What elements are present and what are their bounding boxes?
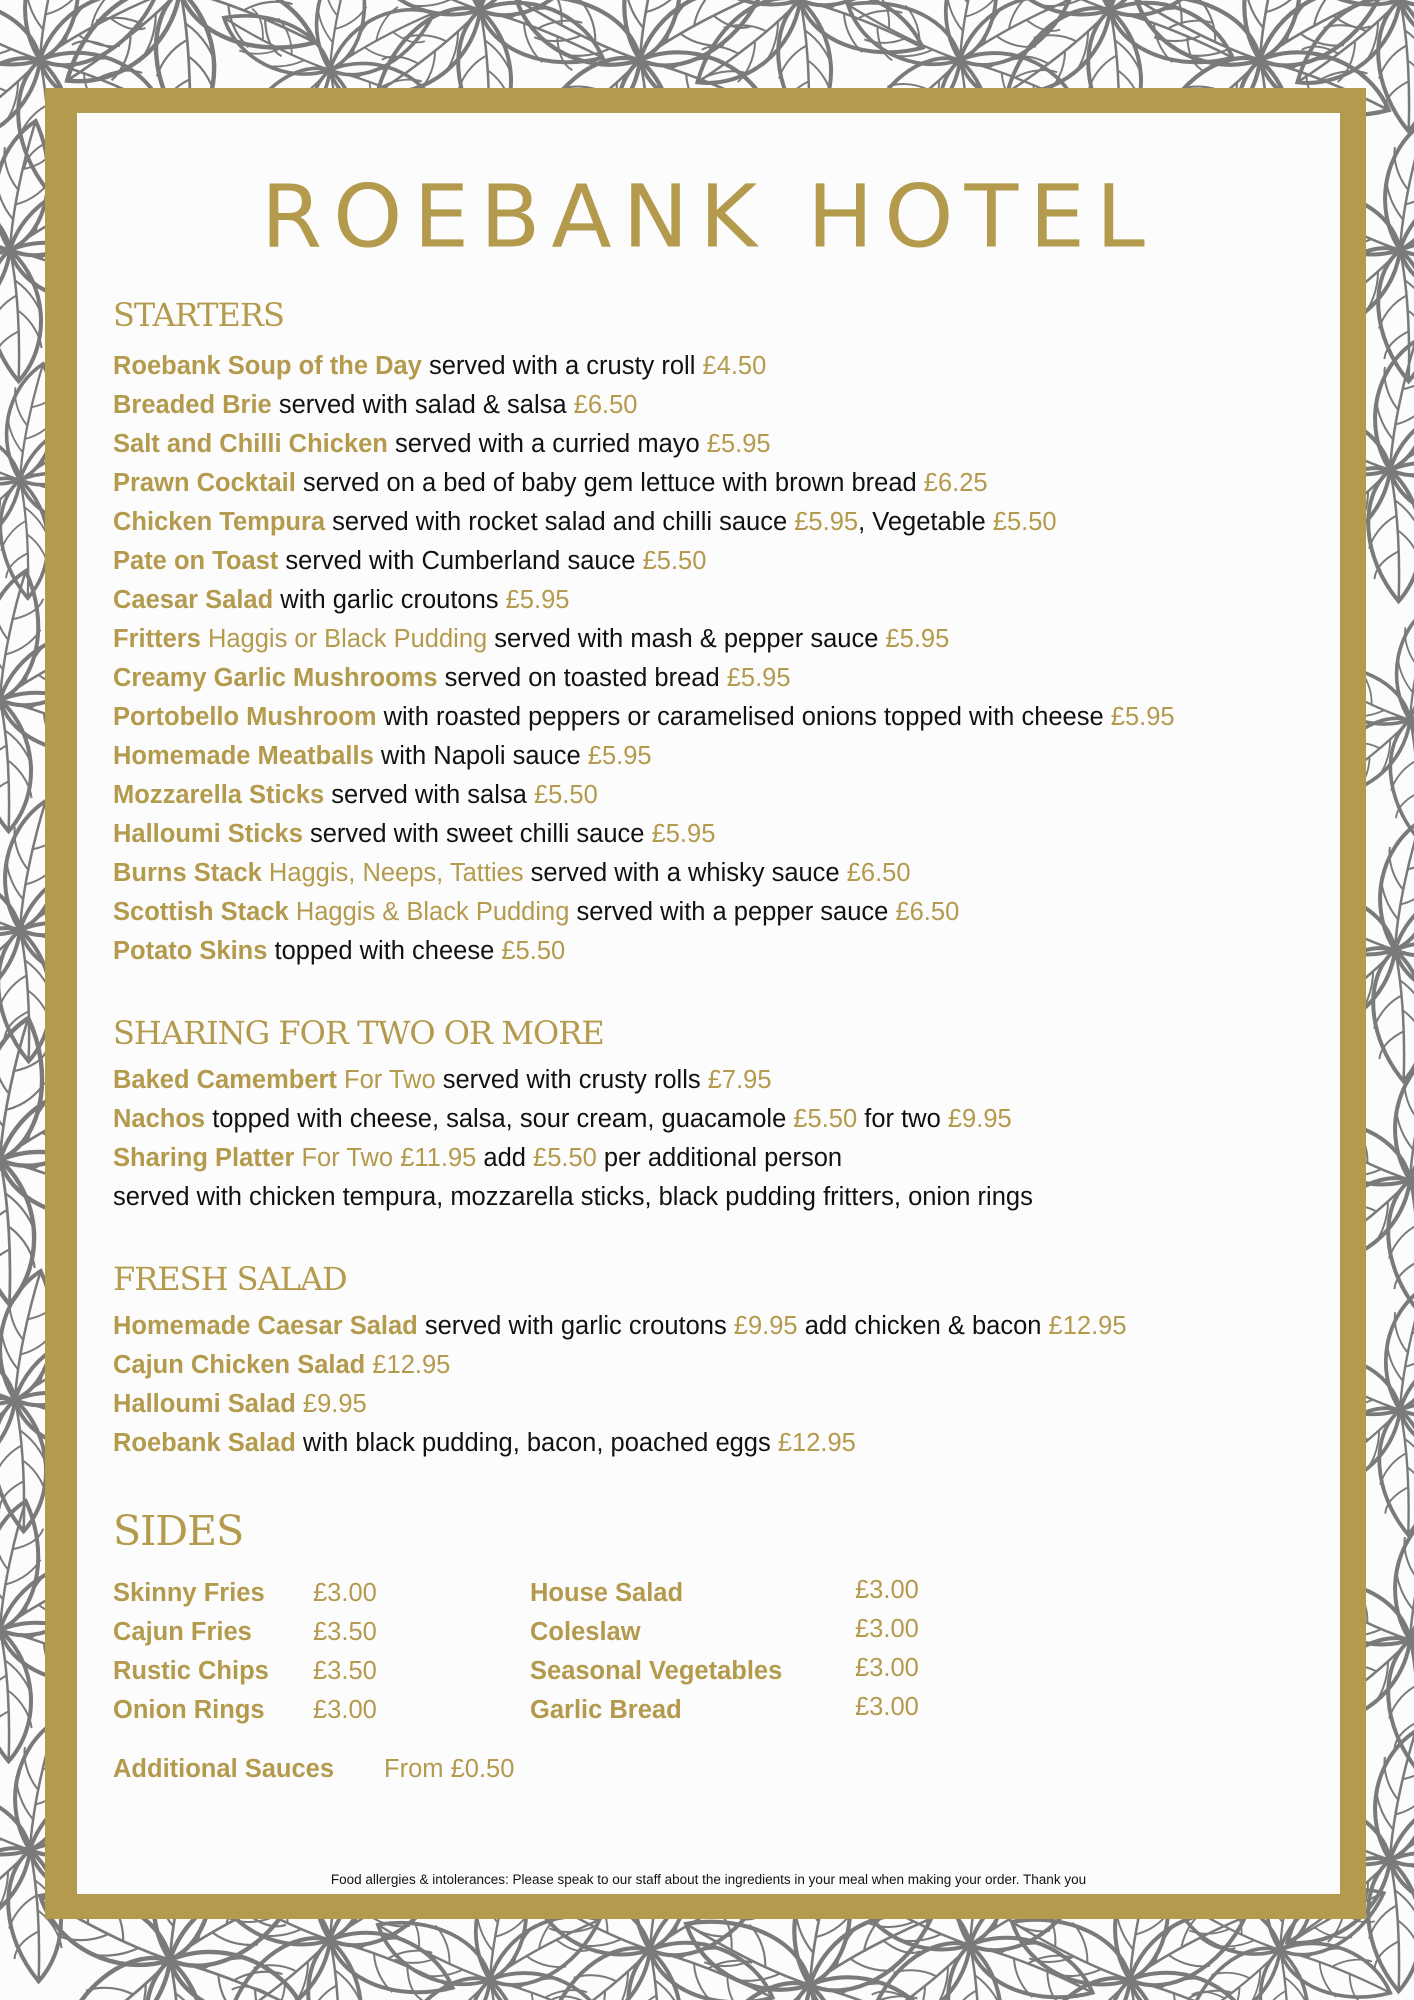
item-name: Salt and Chilli Chicken <box>113 430 388 458</box>
item-desc: served with salad & salsa <box>271 391 574 419</box>
item-price: £6.50 <box>573 391 638 419</box>
menu-item <box>113 780 598 810</box>
menu-item <box>113 819 715 849</box>
item-name: Fritters <box>113 625 201 653</box>
item-price: £5.50 <box>642 547 707 575</box>
menu-item <box>113 546 706 576</box>
item-desc: served on toasted bread <box>437 664 727 692</box>
item-name: Scottish Stack <box>113 898 289 926</box>
side-price: £3.00 <box>855 1615 919 1643</box>
item-name: Homemade Meatballs <box>113 742 374 770</box>
item-price: £5.50 <box>501 937 566 965</box>
side-name: Onion Rings <box>113 1696 265 1724</box>
menu-item <box>113 858 911 888</box>
item-extra-price: £12.95 <box>1048 1312 1127 1340</box>
item-desc: served with crusty rolls <box>435 1066 708 1094</box>
item-desc: with Napoli sauce <box>373 742 588 770</box>
item-desc: topped with cheese, salsa, sour cream, guacamole <box>205 1105 794 1133</box>
item-desc: served with rocket salad and chilli sauce <box>325 508 795 536</box>
menu-item <box>113 897 959 927</box>
item-extra: for two <box>857 1105 948 1133</box>
item-name: Homemade Caesar Salad <box>113 1312 418 1340</box>
item-extra-price: £9.95 <box>947 1105 1012 1133</box>
item-price: £12.95 <box>777 1429 856 1457</box>
item-name: Prawn Cocktail <box>113 469 296 497</box>
item-desc: topped with cheese <box>267 937 502 965</box>
side-name: Coleslaw <box>530 1618 641 1646</box>
menu-item <box>113 390 637 420</box>
item-desc: served with mash & pepper sauce <box>487 625 886 653</box>
item-price: £5.50 <box>533 1144 597 1172</box>
item-price: £9.95 <box>733 1312 798 1340</box>
side-name: House Salad <box>530 1579 684 1607</box>
item-price: £5.95 <box>505 586 570 614</box>
menu-item <box>113 1143 842 1173</box>
item-price: £5.95 <box>794 508 859 536</box>
item-extra: , Vegetable <box>858 508 993 536</box>
item-desc: served with salsa <box>324 781 534 809</box>
menu-item <box>113 1065 772 1095</box>
item-name: Roebank Salad <box>113 1429 296 1457</box>
item-name: Portobello Mushroom <box>113 703 377 731</box>
item-price: £9.95 <box>302 1390 367 1418</box>
item-desc: served with Cumberland sauce <box>278 547 643 575</box>
sauces-price: From £0.50 <box>384 1755 515 1783</box>
item-desc: add <box>476 1144 534 1172</box>
hotel-title: ROEBANK HOTEL <box>261 166 1156 267</box>
gold-frame <box>45 88 1366 1919</box>
item-desc: with roasted peppers or caramelised onions topped with cheese <box>376 703 1111 731</box>
side-name: Cajun Fries <box>113 1618 252 1646</box>
item-name: Caesar Salad <box>113 586 274 614</box>
item-price: £6.50 <box>895 898 960 926</box>
menu-item <box>113 1428 856 1458</box>
item-extra-price: £5.50 <box>992 508 1057 536</box>
side-name: Rustic Chips <box>113 1657 269 1685</box>
item-desc: with garlic croutons <box>273 586 506 614</box>
menu-item <box>113 624 949 654</box>
side-price: £3.50 <box>313 1657 377 1685</box>
menu-item <box>113 1350 450 1380</box>
item-desc: served with sweet chilli sauce <box>302 820 652 848</box>
item-desc: with black pudding, bacon, poached eggs <box>295 1429 778 1457</box>
sauces-label: Additional Sauces <box>113 1755 335 1783</box>
item-name: Mozzarella Sticks <box>113 781 325 809</box>
menu-item <box>113 936 565 966</box>
item-name: Baked Camembert <box>113 1066 337 1094</box>
item-name: Breaded Brie <box>113 391 272 419</box>
item-price: £5.95 <box>587 742 652 770</box>
item-price: £5.95 <box>726 664 791 692</box>
starters-heading: STARTERS <box>113 296 284 334</box>
item-desc: served with a crusty roll <box>421 352 703 380</box>
menu-item <box>113 351 766 381</box>
side-price: £3.50 <box>313 1618 377 1646</box>
item-price: £5.95 <box>706 430 771 458</box>
item-variant: For Two <box>336 1066 436 1094</box>
item-name: Sharing Platter <box>113 1144 295 1172</box>
side-price: £3.00 <box>855 1693 919 1721</box>
item-price: £6.25 <box>923 469 988 497</box>
item-name: Halloumi Sticks <box>113 820 303 848</box>
item-desc: served with garlic croutons <box>417 1312 734 1340</box>
salad-heading: FRESH SALAD <box>113 1260 347 1298</box>
menu-item <box>113 1104 1012 1134</box>
menu-item <box>113 429 771 459</box>
item-name: Halloumi Salad <box>113 1390 296 1418</box>
item-name: Pate on Toast <box>113 547 279 575</box>
item-price: £5.95 <box>651 820 716 848</box>
menu-item <box>113 468 988 498</box>
item-price: £7.95 <box>707 1066 772 1094</box>
item-variant: Haggis or Black Pudding <box>200 625 488 653</box>
item-name: Burns Stack <box>113 859 262 887</box>
menu-item <box>113 1389 367 1419</box>
item-extra: add chicken & bacon <box>797 1312 1049 1340</box>
side-price: £3.00 <box>855 1576 919 1604</box>
menu-item <box>113 663 791 693</box>
item-price: £5.50 <box>533 781 598 809</box>
menu-item <box>113 507 1057 537</box>
side-name: Garlic Bread <box>530 1696 682 1724</box>
item-price: £4.50 <box>702 352 767 380</box>
allergy-notice: Food allergies & intolerances: Please speak to our staff about the ingredients in your meal when making your order. Thank you <box>330 1872 1087 1887</box>
item-name: Potato Skins <box>113 937 268 965</box>
side-price: £3.00 <box>313 1579 377 1607</box>
item-name: Nachos <box>113 1105 206 1133</box>
item-price: £5.95 <box>885 625 950 653</box>
menu-item <box>113 585 569 615</box>
item-desc: served with a whisky sauce <box>523 859 847 887</box>
menu-item <box>113 741 652 771</box>
item-price: £12.95 <box>372 1351 451 1379</box>
item-price: £5.95 <box>1110 703 1175 731</box>
side-price: £3.00 <box>313 1696 377 1724</box>
menu-item <box>113 1311 1127 1341</box>
item-variant: Haggis & Black Pudding <box>288 898 570 926</box>
item-extra: per additional person <box>596 1144 843 1172</box>
item-variant: Haggis, Neeps, Tatties <box>261 859 524 887</box>
side-name: Seasonal Vegetables <box>530 1657 783 1685</box>
item-name: Roebank Soup of the Day <box>113 352 422 380</box>
sharing-heading: SHARING FOR TWO OR MORE <box>113 1014 604 1052</box>
side-name: Skinny Fries <box>113 1579 265 1607</box>
item-desc: served on a bed of baby gem lettuce with brown bread <box>295 469 924 497</box>
item-name: Creamy Garlic Mushrooms <box>113 664 438 692</box>
item-desc <box>296 1390 303 1418</box>
item-variant: For Two £11.95 <box>294 1144 477 1172</box>
item-name: Chicken Tempura <box>113 508 326 536</box>
side-price: £3.00 <box>855 1654 919 1682</box>
item-name: Cajun Chicken Salad <box>113 1351 366 1379</box>
item-desc: served with a curried mayo <box>387 430 707 458</box>
item-price: £5.50 <box>793 1105 858 1133</box>
menu-item <box>113 702 1175 732</box>
item-price: £6.50 <box>846 859 911 887</box>
platter-note: served with chicken tempura, mozzarella sticks, black pudding fritters, onion rings <box>113 1183 1033 1211</box>
item-desc: served with a pepper sauce <box>569 898 896 926</box>
sides-heading: SIDES <box>113 1507 244 1555</box>
menu-page <box>77 113 1340 1894</box>
